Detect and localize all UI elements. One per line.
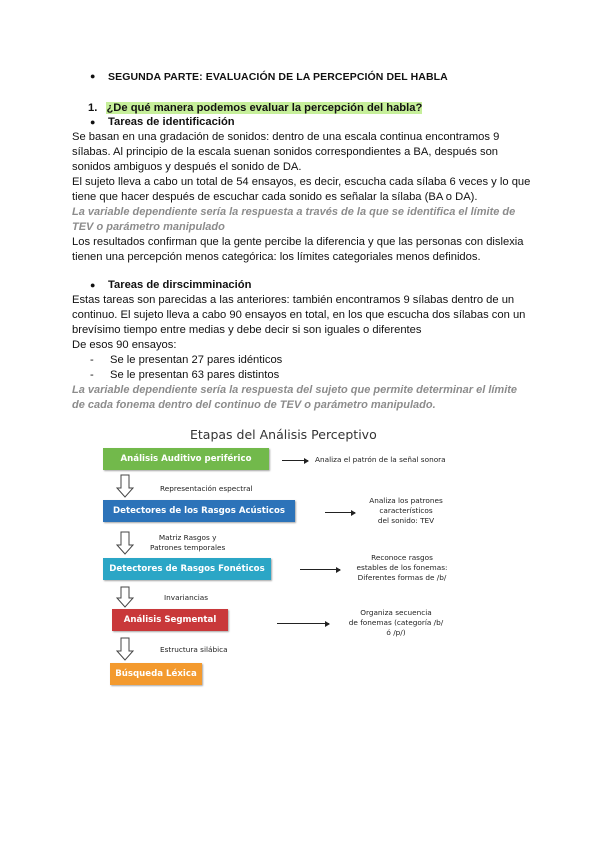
stage-label: Análisis Auditivo periférico [120,454,252,464]
stage-label: Detectores de Rasgos Fonéticos [109,564,265,574]
down-arrow-icon [116,637,134,661]
transition-label [160,484,253,494]
description-text: ó /p/) [386,628,406,637]
bullet-icon: ● [90,71,96,81]
identificacion-paragraph [72,130,530,265]
down-arrow-icon [116,531,134,555]
variable-note: TEV o parámetro manipulado [72,221,225,233]
identificacion-heading: Tareas de identificación [108,116,235,128]
right-arrow-icon [300,569,340,570]
list-item: - Se le presentan 63 pares distintos [90,369,280,381]
stage-description [340,608,452,638]
discriminacion-heading: Tareas de dirscimminación [108,279,252,291]
text-line: El sujeto lleva a cabo un total de 54 ensayos, es decir, escucha cada sílaba 6 veces y lo que [72,176,531,188]
right-arrow-icon [277,623,329,624]
transition-label [160,645,228,655]
right-arrow-icon [282,460,308,461]
stage-description [362,496,450,526]
variable-note: de cada fonema dentro del continuo de TEV o parámetro manipulado. [72,399,436,411]
transition-label [164,593,208,603]
description-text: estables de los fonemas: [356,563,448,572]
text-line: Estas tareas son parecidas a las anteriores: también encontramos 9 sílabas dentro de un [72,294,515,306]
stage-box [103,448,269,470]
list-item: - Se le presentan 27 pares idénticos [90,354,283,366]
description-text: Diferentes formas de /b/ [357,573,447,582]
variable-note: La variable dependiente sería la respuesta del sujeto que permite determinar el límite [72,384,518,396]
bullet-icon: ● [90,280,96,290]
text-line: brevísimo tiempo entre medias y debe decir si son iguales o diferentes [72,324,422,336]
transition-text: Invariancias [164,593,209,602]
text-line: De esos 90 ensayos: [72,339,177,351]
description-text: característicos [379,506,433,515]
description-text: del sonido: TEV [377,516,435,525]
stage-box [103,558,271,580]
question-text: ¿De qué manera podemos evaluar la percepción del habla? [106,102,423,114]
stage-label: Análisis Segmental [123,615,217,625]
transition-text: Matriz Rasgos y [158,533,217,542]
list-item-text: Se le presentan 63 pares distintos [110,369,280,381]
description-text: Reconoce rasgos [371,553,433,562]
transition-text: Representación espectral [160,484,253,493]
description-text: Organiza secuencia [360,608,432,617]
stage-box [110,663,202,685]
text-line: continuo. El sujeto lleva a cabo 90 ensayos en total, en los que escucha dos sílabas con un [72,309,526,321]
text-line: tienen una percepción menos categórica: los límites categoriales menos definidos. [72,251,481,263]
stage-label: Detectores de los Rasgos Acústicos [113,506,285,516]
text-line: Los resultados confirman que la gente percibe la diferencia y que las personas con dislexia [72,236,524,248]
section-heading: SEGUNDA PARTE: EVALUACIÓN DE LA PERCEPCIÓN DEL HABLA [108,71,448,83]
description-text: Analiza el patrón de la señal sonora [315,455,446,464]
bullet-icon: ● [90,117,96,127]
text-line: Se basan en una gradación de sonidos: dentro de una escala continua encontramos 9 [72,131,500,143]
question-number: 1. [88,102,98,114]
text-line: sonidos ambiguos y después el sonido de DA. [72,161,302,173]
question [88,101,422,116]
stage-box [112,609,228,631]
transition-text: Patrones temporales [150,543,226,552]
diagram-title: Etapas del Análisis Perceptivo [190,427,377,442]
transition-text: Estructura silábica [160,645,228,654]
stage-label: Búsqueda Léxica [115,669,197,679]
stage-description [315,455,446,465]
down-arrow-icon [116,474,134,498]
text-line: tiene que hacer después de escuchar cada sonido es señalar la sílaba (BA o DA). [72,191,478,203]
stage-description [346,553,458,583]
text-line: sílabas. Al principio de la escala suenan sonidos correspondientes a BA, después son [72,146,499,158]
description-text: de fonemas (categoría /b/ [348,618,444,627]
variable-note: La variable dependiente sería la respuesta a través de la que se identifica el límite de [72,206,516,218]
transition-label [150,533,225,553]
stage-box [103,500,295,522]
discriminacion-paragraph [72,293,525,413]
list-item-text: Se le presentan 27 pares idénticos [110,354,283,366]
down-arrow-icon [116,586,134,608]
description-text: Analiza los patrones [369,496,443,505]
right-arrow-icon [325,512,355,513]
